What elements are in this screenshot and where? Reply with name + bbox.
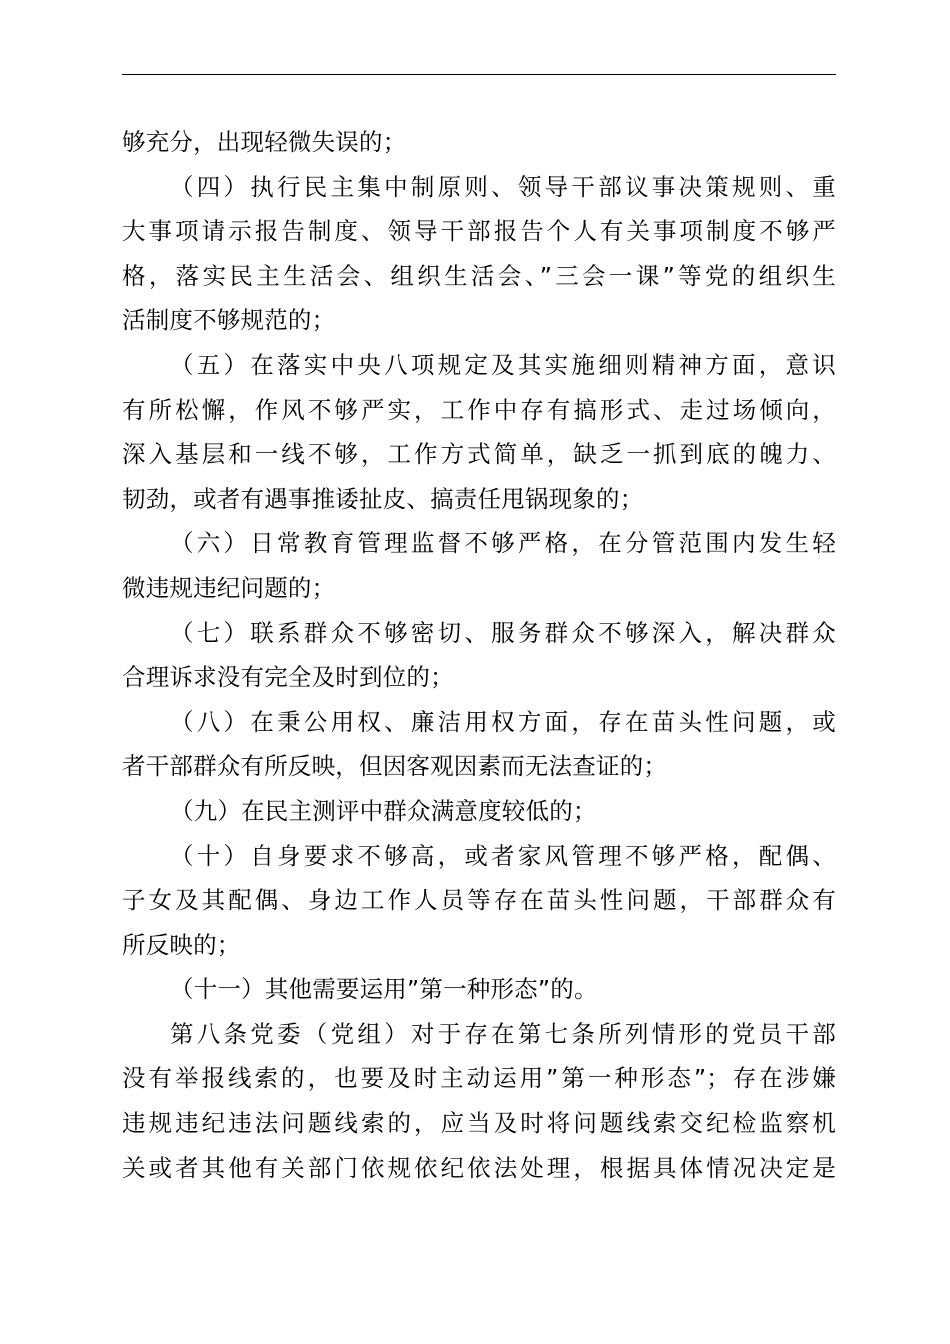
text-line: （十）自身要求不够高，或者家风管理不够严格，配偶、 bbox=[170, 841, 836, 870]
text-line: 者干部群众有所反映，但因客观因素而无法查证的； bbox=[122, 752, 668, 781]
text-line: 活制度不够规范的； bbox=[122, 306, 336, 335]
text-line: 深入基层和一线不够，工作方式简单，缺乏一抓到底的魄力、 bbox=[122, 440, 836, 469]
text-line: 第八条党委（党组）对于存在第七条所列情形的党员干部 bbox=[170, 1019, 836, 1048]
text-line: （十一）其他需要运用”第一种形态”的。 bbox=[170, 975, 598, 1004]
text-line: 合理诉求没有完全及时到位的； bbox=[122, 663, 454, 692]
text-line: 韧劲，或者有遇事推诿扯皮、搞责任甩锅现象的； bbox=[122, 484, 644, 513]
document-body bbox=[122, 120, 836, 1190]
text-line: 微违规违纪问题的； bbox=[122, 573, 336, 602]
text-line: 大事项请示报告制度、领导干部报告个人有关事项制度不够严 bbox=[122, 217, 836, 246]
text-line: 关或者其他有关部门依规依纪依法处理，根据具体情况决定是 bbox=[122, 1153, 836, 1182]
text-line: （八）在秉公用权、廉洁用权方面，存在苗头性问题，或 bbox=[170, 707, 836, 736]
header-rule bbox=[122, 74, 836, 75]
text-line: 没有举报线索的，也要及时主动运用”第一种形态”；存在涉嫌 bbox=[122, 1064, 836, 1093]
text-line: 格，落实民主生活会、组织生活会、”三会一课”等党的组织生 bbox=[122, 261, 836, 290]
text-line: （五）在落实中央八项规定及其实施细则精神方面，意识 bbox=[170, 350, 836, 379]
text-line: （四）执行民主集中制原则、领导干部议事决策规则、重 bbox=[170, 172, 836, 201]
text-line: 违规违纪违法问题线索的，应当及时将问题线索交纪检监察机 bbox=[122, 1109, 836, 1138]
text-line: （六）日常教育管理监督不够严格，在分管范围内发生轻 bbox=[170, 529, 836, 558]
text-line: （九）在民主测评中群众满意度较低的； bbox=[170, 796, 597, 825]
text-line: 有所松懈，作风不够严实，工作中存有搞形式、走过场倾向， bbox=[122, 395, 836, 424]
text-line: 子女及其配偶、身边工作人员等存在苗头性问题，干部群众有 bbox=[122, 886, 836, 915]
text-line: （七）联系群众不够密切、服务群众不够深入，解决群众 bbox=[170, 618, 836, 647]
text-line: 所反映的； bbox=[122, 930, 241, 959]
text-line: 够充分，出现轻微失误的； bbox=[122, 128, 407, 156]
